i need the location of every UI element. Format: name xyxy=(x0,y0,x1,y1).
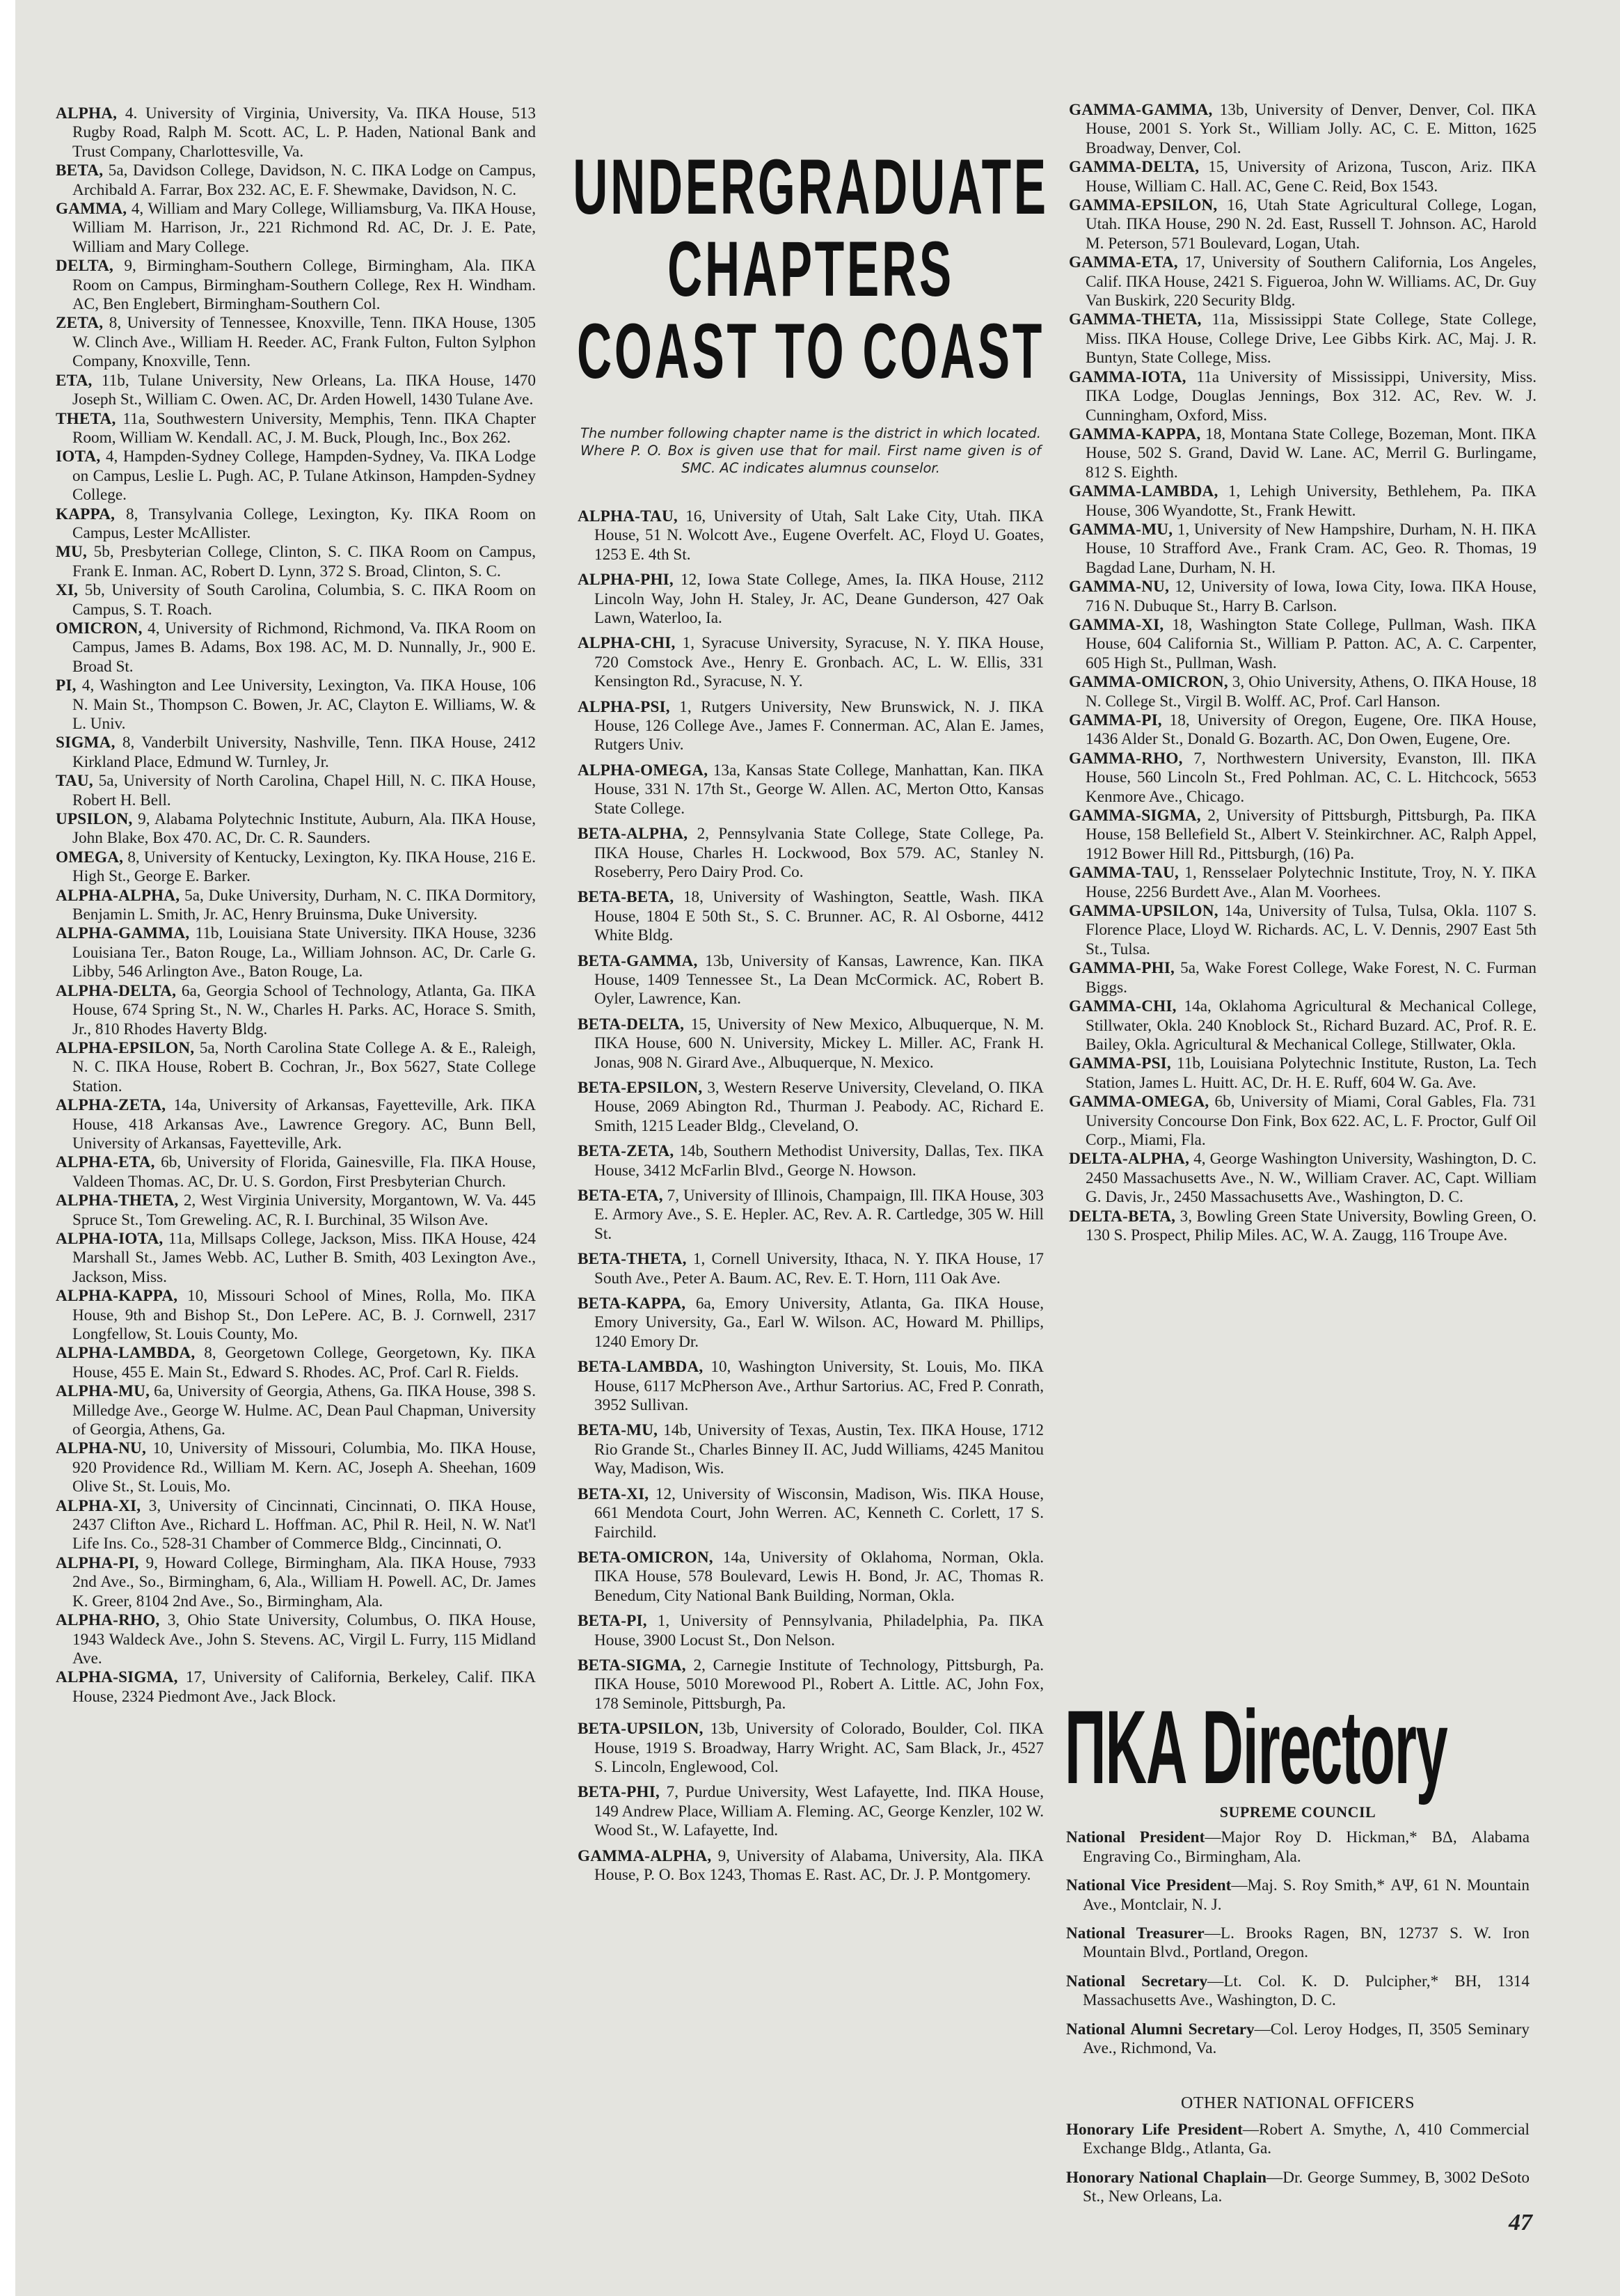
chapter-name: GAMMA-ALPHA, xyxy=(578,1846,712,1865)
chapter-details: 10, University of Missouri, Columbia, Mo. ΠΚΑ House, 920 Providence Rd., William M. Kern. AC, Joseph A. Sheehan, 1609 Olive St., St. Louis, Mo. xyxy=(72,1439,536,1496)
chapter-name: ALPHA-PHI, xyxy=(578,571,674,589)
chapter-entry xyxy=(578,825,1044,882)
chapter-details: 2, West Virginia University, Morgantown, W. Va. 445 Spruce St., Tom Greweling. AC, R. I. Burchinal, 35 Wilson Ave. xyxy=(72,1191,537,1229)
chapter-name: GAMMA-IOTA, xyxy=(1069,367,1186,386)
chapter-details: 5a, North Carolina State College A. & E., Raleigh, N. C. ΠΚΑ House, Robert B. Cochran, Jr., Box 5627, State College Station. xyxy=(72,1038,536,1095)
chapter-name: GAMMA-CHI, xyxy=(1069,997,1177,1016)
chapter-entry xyxy=(1069,101,1536,158)
chapter-name: TAU, xyxy=(56,772,93,791)
chapter-entry xyxy=(56,1668,536,1707)
officer-details: —Col. Leroy Hodges, Π, 3505 Seminary Ave., Richmond, Va. xyxy=(1083,2020,1530,2058)
chapter-name: PI, xyxy=(56,676,77,695)
officer-entry xyxy=(1066,1924,1530,1963)
other-officers-list xyxy=(1066,2121,1530,2207)
chapter-name: ALPHA-RHO, xyxy=(56,1611,160,1630)
chapter-details: 16, Utah State Agricultural College, Logan, Utah. ΠΚΑ House, 290 N. 2d. East, Russell T. Johnson. AC, Harold M. Peterson, 571 Boulevard, Logan, Utah. xyxy=(1086,196,1536,253)
page-number: 47 xyxy=(1509,2210,1532,2235)
chapter-entry xyxy=(56,848,536,887)
chapter-details: 3, Bowling Green State University, Bowling Green, O. 130 S. Prospect, Philip Miles. AC, W. A. Zaugg, 116 Troupe Ave. xyxy=(1086,1207,1536,1244)
chapter-details: 1, University of Pennsylvania, Philadelphia, Pa. ΠΚΑ House, 3900 Locust St., Don Nelson. xyxy=(594,1612,1044,1649)
headline-line-1: UNDERGRADUATE xyxy=(573,143,1049,230)
officer-details: —Dr. George Summey, Β, 3002 DeSoto St., New Orleans, La. xyxy=(1083,2168,1530,2206)
chapter-entry xyxy=(578,1720,1044,1777)
chapter-name: GAMMA, xyxy=(56,200,127,219)
chapter-name: GAMMA-PHI, xyxy=(1069,959,1175,978)
chapter-details: 13a, Kansas State College, Manhattan, Kan. ΠΚΑ House, 331 N. 17th St., George W. Allen. AC, Merton Otto, Kansas State College. xyxy=(594,761,1044,818)
chapter-name: ALPHA-PSI, xyxy=(578,697,670,716)
chapter-details: 1, University of New Hampshire, Durham, N. H. ΠΚΑ House, 10 Strafford Ave., Frank Cram. AC, Geo. R. Thomas, 19 Bagdad Lane, Durham, N. H. xyxy=(1086,520,1537,577)
chapter-name: OMICRON, xyxy=(56,619,143,638)
chapter-details: 4. University of Virginia, University, Va. ΠΚΑ House, 513 Rugby Road, Ralph M. Scott. AC, L. P. Haden, National Bank and Trust Company, Charlottesville, Va. xyxy=(72,104,536,161)
chapter-entry xyxy=(56,1287,536,1344)
chapter-details: 17, University of California, Berkeley, Calif. ΠΚΑ House, 2324 Piedmont Ave., Jack Block. xyxy=(72,1668,537,1706)
chapter-details: 18, University of Washington, Seattle, Wash. ΠΚΑ House, 1804 E 50th St., S. C. Brunner. AC, R. Al Osborne, 4412 White Bldg. xyxy=(594,888,1045,945)
chapter-entry xyxy=(56,1611,536,1668)
chapter-entry xyxy=(56,410,536,448)
chapter-name: BETA-DELTA, xyxy=(578,1015,685,1034)
chapter-entry xyxy=(578,1358,1044,1415)
chapter-details: 12, University of Iowa, Iowa City, Iowa. ΠΚΑ House, 716 N. Dubuque St., Harry B. Carlson. xyxy=(1086,578,1537,615)
chapter-details: 7, University of Illinois, Champaign, Ill. ΠΚΑ House, 303 E. Armory Ave., S. E. Hepler. AC, Rev. A. R. Cartledge, 305 W. Hill St. xyxy=(594,1187,1045,1243)
chapter-entry xyxy=(1069,1054,1536,1093)
headline-block xyxy=(573,143,1049,395)
chapter-details: 9, University of Alabama, University, Ala. ΠΚΑ House, P. O. Box 1243, Thomas E. Rast. AC, Dr. J. P. Montgomery. xyxy=(594,1846,1045,1884)
chapter-details: 8, University of Kentucky, Lexington, Ky. ΠΚΑ House, 216 E. High St., George E. Barker. xyxy=(72,848,537,886)
chapter-entry xyxy=(578,698,1044,755)
chapter-entry xyxy=(1069,578,1536,616)
chapter-details: 11b, Louisiana State University. ΠΚΑ House, 3236 Louisiana Ter., Baton Rouge, La., William Johnson. AC, Dr. Carle G. Libby, 546 Arlington Ave., Baton Rouge, La. xyxy=(72,924,537,981)
chapter-entry xyxy=(1069,750,1536,807)
chapter-name: BETA-ETA, xyxy=(578,1187,663,1205)
chapter-name: KAPPA, xyxy=(56,505,116,523)
officer-title: National Alumni Secretary xyxy=(1066,2020,1255,2038)
officer-title: Honorary Life President xyxy=(1066,2120,1243,2139)
chapter-entry xyxy=(578,952,1044,1009)
chapter-name: GAMMA-PI, xyxy=(1069,711,1162,729)
chapter-entry xyxy=(56,1153,536,1191)
chapter-entry xyxy=(56,676,536,734)
chapter-details: 9, Howard College, Birmingham, Ala. ΠΚΑ House, 7933 2nd Ave., So., Birmingham, 6, Ala., William H. Powell. AC, Dr. James K. Greer, 8104 2nd Ave., So., Birmingham, Ala. xyxy=(72,1553,537,1610)
chapter-name: XI, xyxy=(56,581,79,600)
chapter-details: 1, Rensselaer Polytechnic Institute, Troy, N. Y. ΠΚΑ House, 2256 Burdett Ave., Alan M. Voorhees. xyxy=(1086,864,1536,901)
other-officers-heading: OTHER NATIONAL OFFICERS xyxy=(1181,2094,1415,2113)
chapter-details: 5b, University of South Carolina, Columbia, S. C. ΠΚΑ Room on Campus, S. T. Roach. xyxy=(72,581,536,619)
officer-entry xyxy=(1066,2169,1530,2207)
chapter-details: 6a, Georgia School of Technology, Atlanta, Ga. ΠΚΑ House, 674 Spring St., N. W., Charles H. Parks. AC, Horace S. Smith, Jr., 810 Rhodes Haverty Bldg. xyxy=(72,981,536,1038)
chapter-name: ALPHA-ETA, xyxy=(56,1153,155,1172)
chapter-details: 6b, University of Florida, Gainesville, Fla. ΠΚΑ House, Valdeen Thomas. AC, Dr. U. S. Gordon, First Presbyterian Church. xyxy=(72,1153,537,1191)
chapter-name: BETA-ZETA, xyxy=(578,1142,674,1161)
chapter-details: 8, Transylvania College, Lexington, Ky. ΠΚΑ Room on Campus, Lester McAllister. xyxy=(72,505,537,542)
chapter-entry xyxy=(56,1039,536,1096)
chapter-details: 5a, Duke University, Durham, N. C. ΠΚΑ Dormitory, Benjamin L. Smith, Jr. AC, Henry Bruinsma, Duke University. xyxy=(72,886,537,924)
chapter-details: 6a, University of Georgia, Athens, Ga. ΠΚΑ House, 398 S. Milledge Ave., George W. Hulme. AC, Dean Paul Chapman, University of Georgia, Athens, Ga. xyxy=(72,1382,537,1439)
chapter-entry xyxy=(56,161,536,200)
directory-section xyxy=(1066,1803,1530,2217)
chapter-details: 2, Pennsylvania State College, State College, Pa. ΠΚΑ House, Charles H. Lockwood, Box 579. AC, Stanley N. Roseberry, Pero Dairy Prod. Co. xyxy=(594,825,1045,881)
chapter-entry xyxy=(578,1847,1044,1885)
chapter-name: GAMMA-UPSILON, xyxy=(1069,902,1218,921)
chapter-name: GAMMA-GAMMA, xyxy=(1069,101,1213,119)
chapter-details: 2, University of Pittsburgh, Pittsburgh, Pa. ΠΚΑ House, 158 Bellefield St., Albert V. Steinkirchner. AC, Ralph Appel, 1912 Bower Hill Rd., Pittsburgh, (16) Pa. xyxy=(1086,807,1536,863)
chapter-name: OMEGA, xyxy=(56,848,124,866)
chapter-details: 2, Carnegie Institute of Technology, Pittsburgh, Pa. ΠΚΑ House, 5010 Morewood Pl., Robert A. Little. AC, John Fox, 178 Seminole, Pittsburgh, Pa. xyxy=(594,1656,1045,1713)
chapter-name: BETA-SIGMA, xyxy=(578,1656,686,1675)
officer-title: National Vice President xyxy=(1066,1876,1232,1895)
headline-line-3: COAST TO COAST xyxy=(577,308,1045,395)
chapter-entry xyxy=(56,1382,536,1439)
chapter-name: ALPHA-NU, xyxy=(56,1439,146,1458)
chapter-entry xyxy=(1069,864,1536,902)
chapter-details: 7, Purdue University, West Lafayette, Ind. ΠΚΑ House, 149 Andrew Place, William A. Fleming. AC, George Kenzler, 102 W. Wood St., W. Lafayette, Ind. xyxy=(594,1783,1044,1840)
chapter-name: GAMMA-TAU, xyxy=(1069,864,1180,882)
officer-title: Honorary National Chaplain xyxy=(1066,2168,1267,2187)
chapter-name: BETA-KAPPA, xyxy=(578,1295,686,1313)
chapter-name: GAMMA-OMEGA, xyxy=(1069,1093,1209,1111)
chapter-entry xyxy=(578,634,1044,691)
chapter-name: GAMMA-KAPPA, xyxy=(1069,425,1201,443)
chapter-details: 10, Washington University, St. Louis, Mo. ΠΚΑ House, 6117 McPherson Ave., Arthur Sartorius. AC, Fred P. Conrath, 3952 Sullivan. xyxy=(594,1358,1044,1415)
chapter-entry xyxy=(56,1191,536,1230)
chapter-details: 14b, University of Texas, Austin, Tex. ΠΚΑ House, 1712 Rio Grande St., Charles Binney II. AC, Judd Williams, 4245 Manitou Way, Madison, Wis. xyxy=(594,1421,1045,1478)
chapter-name: ALPHA-TAU, xyxy=(578,507,678,525)
chapter-entry xyxy=(56,810,536,848)
chapter-entry xyxy=(578,1187,1044,1244)
chapter-name: BETA-OMICRON, xyxy=(578,1548,713,1567)
chapter-name: GAMMA-DELTA, xyxy=(1069,158,1200,177)
chapter-entry xyxy=(1069,1208,1536,1246)
chapter-name: GAMMA-OMICRON, xyxy=(1069,673,1228,692)
chapter-name: ETA, xyxy=(56,371,93,390)
chapter-entry xyxy=(56,619,536,676)
chapter-details: 16, University of Utah, Salt Lake City, Utah. ΠΚΑ House, 51 N. Wolcott Ave., Eugene Overfelt. AC, Floyd U. Goates, 1253 E. 4th St. xyxy=(594,507,1044,564)
chapter-details: 6a, Emory University, Atlanta, Ga. ΠΚΑ House, Emory University, Ga., Earl W. Wilson. AC, Howard M. Phillips, 1240 Emory Dr. xyxy=(594,1295,1044,1351)
chapter-details: 13b, University of Denver, Denver, Col. ΠΚΑ House, 2001 S. York St., William Jolly. AC, C. E. Mitton, 1625 Broadway, Denver, Col. xyxy=(1086,101,1537,157)
chapter-details: 14a, Oklahoma Agricultural & Mechanical College, Stillwater, Okla. 240 Knoblock St., Richard Buzard. AC, Prof. R. E. Bailey, Okla. Agricultural & Mechanical College, Stillwater, Okla. xyxy=(1086,997,1537,1054)
officer-details: —Maj. S. Roy Smith,* ΑΨ, 61 N. Mountain Ave., Montclair, N. J. xyxy=(1083,1876,1530,1914)
chapter-details: 4, George Washington University, Washington, D. C. 2450 Massachusetts Ave., N. W., William Craver. AC, Capt. William G. Davis, Jr., 2450 Massachusetts Ave., Washington, D. C. xyxy=(1086,1150,1536,1207)
chapter-name: MU, xyxy=(56,543,88,562)
chapter-name: ALPHA-XI, xyxy=(56,1496,141,1515)
chapters-column-middle xyxy=(573,132,1049,1891)
officer-title: National Treasurer xyxy=(1066,1924,1205,1943)
officer-entry xyxy=(1066,1828,1530,1867)
chapter-name: GAMMA-RHO, xyxy=(1069,749,1183,768)
chapter-details: 5a, University of North Carolina, Chapel Hill, N. C. ΠΚΑ House, Robert H. Bell. xyxy=(72,772,537,809)
chapter-name: ALPHA-SIGMA, xyxy=(56,1668,178,1687)
chapter-entry xyxy=(1069,521,1536,578)
chapter-entry xyxy=(578,1015,1044,1072)
chapter-name: GAMMA-EPSILON, xyxy=(1069,196,1218,215)
chapter-entry xyxy=(578,507,1044,564)
officer-title: National President xyxy=(1066,1828,1205,1847)
chapter-name: ALPHA-KAPPA, xyxy=(56,1287,178,1306)
chapter-name: BETA-ALPHA, xyxy=(578,825,688,844)
chapter-details: 5a, Davidson College, Davidson, N. C. ΠΚΑ Lodge on Campus, Archibald A. Farrar, Box 232. AC, E. F. Shewmake, Davidson, N. C. xyxy=(72,161,537,199)
chapter-details: 5b, Presbyterian College, Clinton, S. C. ΠΚΑ Room on Campus, Frank E. Inman. AC, Robert D. Lynn, 372 S. Broad, Clinton, S. C. xyxy=(72,543,536,580)
chapter-entry xyxy=(578,1485,1044,1542)
chapter-entry xyxy=(1069,902,1536,959)
chapter-name: GAMMA-THETA, xyxy=(1069,310,1202,329)
chapter-details: 5a, Wake Forest College, Wake Forest, N. C. Furman Biggs. xyxy=(1086,959,1537,997)
chapter-entry xyxy=(56,734,536,772)
chapter-name: BETA-XI, xyxy=(578,1485,649,1503)
chapter-name: BETA-THETA, xyxy=(578,1250,687,1269)
chapter-details: 7, Northwestern University, Evanston, Ill. ΠΚΑ House, 560 Lincoln St., Fred Pohlman. AC, C. L. Hitchcock, 5653 Kenmore Ave., Chicago. xyxy=(1086,749,1536,806)
chapter-details: 18, Washington State College, Pullman, Wash. ΠΚΑ House, 604 California St., William P. Patton. AC, A. C. Carpenter, 605 High St., Pullman, Wash. xyxy=(1086,615,1537,672)
chapter-entry xyxy=(1069,616,1536,673)
chapter-name: GAMMA-SIGMA, xyxy=(1069,807,1201,825)
chapter-name: BETA-PI, xyxy=(578,1612,647,1631)
chapter-details: 14b, Southern Methodist University, Dallas, Tex. ΠΚΑ House, 3412 McFarlin Blvd., George N. Howson. xyxy=(594,1142,1045,1180)
chapter-details: 15, University of New Mexico, Albuquerque, N. M. ΠΚΑ House, 600 N. University, Mickey L. Miller. AC, Frank H. Jonas, 908 N. Girard Ave., Albuquerque, N. Mexico. xyxy=(594,1015,1044,1072)
chapter-entry xyxy=(1069,673,1536,711)
chapter-details: 1, Lehigh University, Bethlehem, Pa. ΠΚΑ House, 306 Wyandotte, St., Frank Hewitt. xyxy=(1086,482,1536,520)
chapter-name: ALPHA-ZETA, xyxy=(56,1096,166,1115)
chapter-details: 4, Washington and Lee University, Lexington, Va. ΠΚΑ House, 106 N. Main St., Thompson C. Bowen, Jr. AC, Clayton E. Williams, W. & L. Univ. xyxy=(72,676,536,733)
chapter-name: BETA-UPSILON, xyxy=(578,1720,704,1739)
chapter-entry xyxy=(56,1344,536,1382)
chapter-entry xyxy=(56,772,536,810)
chapter-entry xyxy=(1069,196,1536,253)
chapter-entry xyxy=(1069,253,1536,310)
chapter-entry xyxy=(56,448,536,505)
chapter-entry xyxy=(578,1421,1044,1478)
chapter-details: 11a, Mississippi State College, State College, Miss. ΠΚΑ House, College Drive, Lee Gibbs Kirk. AC, Maj. J. R. Buntyn, State College, Miss. xyxy=(1086,310,1536,367)
chapter-entry xyxy=(1069,368,1536,425)
chapter-name: UPSILON, xyxy=(56,810,133,829)
chapter-entry xyxy=(1069,1150,1536,1207)
chapter-details: 13b, University of Kansas, Lawrence, Kan. ΠΚΑ House, 1409 Tennessee St., La Dean McCormick. AC, Robert B. Oyler, Lawrence, Kan. xyxy=(594,951,1045,1008)
chapter-details: 3, University of Cincinnati, Cincinnati, O. ΠΚΑ House, 2437 Clifton Ave., Richard L. Hoffman. AC, Phil R. Heil, N. W. Nat'l Life Ins. Co., 528-31 Chamber of Commerce Bldg., Cincinnati, O. xyxy=(72,1496,537,1553)
chapter-name: ALPHA, xyxy=(56,104,118,122)
chapter-name: ZETA, xyxy=(56,314,104,333)
officer-entry xyxy=(1066,2020,1530,2059)
officer-title: National Secretary xyxy=(1066,1972,1208,1990)
chapter-name: GAMMA-PSI, xyxy=(1069,1054,1171,1073)
chapter-name: DELTA, xyxy=(56,257,114,276)
chapter-details: 13b, University of Colorado, Boulder, Col. ΠΚΑ House, 1919 S. Broadway, Harry Wright. AC, Sam Black, Jr., 4527 S. Lincoln, Englewood, Col. xyxy=(594,1720,1045,1776)
chapter-name: THETA, xyxy=(56,409,116,428)
chapter-details: 1, Rutgers University, New Brunswick, N. J. ΠΚΑ House, 126 College Ave., James F. Connerman. AC, Alan E. James, Rutgers Univ. xyxy=(594,697,1044,754)
chapter-entry xyxy=(56,257,536,314)
chapter-details: 8, Vanderbilt University, Nashville, Tenn. ΠΚΑ House, 2412 Kirkland Place, Edmund W. Turnley, Jr. xyxy=(72,734,536,771)
chapter-entry xyxy=(56,1497,536,1554)
chapter-details: 17, University of Southern California, Los Angeles, Calif. ΠΚΑ House, 2421 S. Figueroa, John W. Williams. AC, Dr. Guy Van Buskirk, 220 Security Bldg. xyxy=(1086,253,1536,310)
officer-details: —Major Roy D. Hickman,* ΒΔ, Alabama Engraving Co., Birmingham, Ala. xyxy=(1083,1828,1530,1866)
chapter-name: BETA, xyxy=(56,161,104,180)
chapter-entry xyxy=(1069,1093,1536,1150)
chapter-name: ALPHA-DELTA, xyxy=(56,981,177,1000)
explanatory-note: The number following chapter name is the district in which located. Where P. O. Box is given use that for mail. First name given is of SMC. AC indicates alumnus counselor. xyxy=(580,425,1041,476)
chapter-details: 11a, Millsaps College, Jackson, Miss. ΠΚΑ House, 424 Marshall St., James Webb. AC, Luther B. Smith, 403 Lexington Ave., Jackson, Miss. xyxy=(72,1229,537,1286)
chapter-entry xyxy=(56,887,536,925)
chapter-entry xyxy=(1069,482,1536,521)
chapter-name: BETA-LAMBDA, xyxy=(578,1358,704,1377)
chapter-entry xyxy=(1069,310,1536,367)
chapter-name: BETA-EPSILON, xyxy=(578,1078,703,1097)
chapter-details: 12, Iowa State College, Ames, Ia. ΠΚΑ House, 2112 Lincoln Way, John H. Staley, Jr. AC, Deane Gunderson, 427 Oak Lawn, Waterloo, Ia. xyxy=(594,571,1044,628)
chapter-name: ALPHA-OMEGA, xyxy=(578,761,708,779)
chapter-details: 11a University of Mississippi, University, Miss. ΠΚΑ Lodge, Douglas Jennings, Box 312. AC, Rev. W. J. Cunningham, Oxford, Miss. xyxy=(1086,367,1537,425)
chapter-details: 10, Missouri School of Mines, Rolla, Mo. ΠΚΑ House, 9th and Bishop St., Don LePere. AC, B. J. Cornwell, 2317 Longfellow, St. Louis County, Mo. xyxy=(72,1287,537,1343)
officer-details: —Robert A. Smythe, Λ, 410 Commercial Exchange Bldg., Atlanta, Ga. xyxy=(1083,2120,1530,2158)
chapter-details: 9, Alabama Polytechnic Institute, Auburn, Ala. ΠΚΑ House, John Blake, Box 470. AC, Dr. C. R. Saunders. xyxy=(72,810,537,848)
chapter-name: BETA-MU, xyxy=(578,1421,658,1440)
headline-line-2: CHAPTERS xyxy=(667,225,954,312)
chapter-entry xyxy=(578,1079,1044,1136)
chapter-entry xyxy=(1069,959,1536,997)
chapter-details: 3, Ohio State University, Columbus, O. ΠΚΑ House, 1943 Waldeck Ave., John S. Stevens. AC, Virgil L. Furry, 115 Midland Ave. xyxy=(72,1611,536,1668)
chapter-name: GAMMA-MU, xyxy=(1069,520,1173,539)
supreme-council-list xyxy=(1066,1828,1530,2058)
officer-details: —Lt. Col. K. D. Pulcipher,* ΒΗ, 1314 Massachusetts Ave., Washington, D. C. xyxy=(1083,1972,1530,2010)
chapter-details: 11a, Southwestern University, Memphis, Tenn. ΠΚΑ Chapter Room, William W. Kendall. AC, J. M. Buck, Plough, Inc., Box 262. xyxy=(72,409,536,447)
chapter-name: DELTA-ALPHA, xyxy=(1069,1150,1190,1169)
officer-entry xyxy=(1066,1972,1530,2011)
chapter-name: SIGMA, xyxy=(56,734,116,752)
chapter-details: 3, Western Reserve University, Cleveland, O. ΠΚΑ House, 2069 Abington Rd., Thurman J. Peabody. AC, Richard E. Smith, 1215 Leader Bldg., Cleveland, O. xyxy=(594,1078,1045,1135)
chapter-entry xyxy=(56,1554,536,1611)
chapter-details: 3, Ohio University, Athens, O. ΠΚΑ House, 18 N. College St., Virgil B. Wolff. AC, Prof. Carl Hanson. xyxy=(1086,673,1537,711)
chapter-name: DELTA-BETA, xyxy=(1069,1207,1176,1226)
chapter-name: BETA-PHI, xyxy=(578,1783,660,1802)
chapter-name: ALPHA-CHI, xyxy=(578,634,676,653)
chapter-name: GAMMA-LAMBDA, xyxy=(1069,482,1218,501)
chapter-details: 11b, Tulane University, New Orleans, La. ΠΚΑ House, 1470 Joseph St., William C. Owen. AC, Dr. Arden Howell, 1430 Tulane Ave. xyxy=(72,371,536,409)
chapter-entry xyxy=(56,200,536,257)
chapter-details: 18, Montana State College, Bozeman, Mont. ΠΚΑ House, 502 S. Grand, David W. Lane. AC, Merril G. Burlingame, 812 S. Eighth. xyxy=(1086,425,1536,482)
chapter-details: 12, University of Wisconsin, Madison, Wis. ΠΚΑ House, 661 Mendota Court, John Werren. AC, Kenneth C. Corlett, 17 S. Fairchild. xyxy=(594,1485,1044,1542)
chapter-entry xyxy=(578,761,1044,818)
officer-entry xyxy=(1066,2121,1530,2159)
chapter-entry xyxy=(578,1783,1044,1840)
chapters-column-left xyxy=(56,104,536,1707)
chapter-entry xyxy=(578,1142,1044,1180)
chapter-entry xyxy=(1069,711,1536,750)
chapter-details: 8, University of Tennessee, Knoxville, Tenn. ΠΚΑ House, 1305 W. Clinch Ave., William H. Reeder. AC, Frank Fulton, Fulton Sylphon Company, Knoxville, Tenn. xyxy=(72,314,537,371)
chapter-entry xyxy=(578,1250,1044,1288)
chapter-entry xyxy=(56,581,536,619)
chapter-entry xyxy=(56,1439,536,1496)
chapter-details: 4, William and Mary College, Williamsburg, Va. ΠΚΑ House, William M. Harrison, Jr., 221 Richmond Rd. AC, Dr. J. E. Pate, William and Mary College. xyxy=(72,200,537,256)
chapter-name: ALPHA-IOTA, xyxy=(56,1229,164,1248)
chapter-entry xyxy=(56,505,536,544)
chapter-details: 9, Birmingham-Southern College, Birmingham, Ala. ΠΚΑ Room on Campus, Birmingham-Southern College, Rex H. Windham. AC, Ben Englebert, Birmingham-Southern Col. xyxy=(72,257,536,314)
chapter-details: 14a, University of Tulsa, Tulsa, Okla. 1107 S. Florence Place, Lloyd W. Richards. AC, L. V. Dennis, 2907 East 5th St., Tulsa. xyxy=(1086,902,1536,958)
chapter-name: ALPHA-MU, xyxy=(56,1382,150,1401)
chapter-name: GAMMA-NU, xyxy=(1069,578,1170,596)
chapter-entry xyxy=(56,924,536,981)
chapter-entry xyxy=(56,372,536,410)
chapter-entry xyxy=(56,1230,536,1287)
chapter-name: GAMMA-XI, xyxy=(1069,615,1164,634)
chapter-name: IOTA, xyxy=(56,448,101,466)
chapter-entry xyxy=(56,104,536,161)
chapter-entry xyxy=(56,982,536,1039)
chapter-entry xyxy=(578,888,1044,945)
chapter-name: ALPHA-THETA, xyxy=(56,1191,179,1210)
chapter-name: ALPHA-LAMBDA, xyxy=(56,1344,196,1363)
chapter-entry xyxy=(578,1549,1044,1606)
officer-details: —L. Brooks Ragen, ΒΝ, 12737 S. W. Iron Mountain Blvd., Portland, Oregon. xyxy=(1083,1924,1530,1962)
chapter-entry xyxy=(578,1656,1044,1713)
chapter-details: 6b, University of Miami, Coral Gables, Fla. 731 University Concourse Don Fink, Box 622. AC, L. F. Proctor, Gulf Oil Corp., Miami, Fla. xyxy=(1086,1093,1536,1149)
chapter-name: ALPHA-GAMMA, xyxy=(56,924,190,943)
chapter-details: 1, Syracuse University, Syracuse, N. Y. ΠΚΑ House, 720 Comstock Ave., Henry E. Gronbach. AC, L. W. Ellis, 331 Kensington Rd., Syracuse, N. Y. xyxy=(594,634,1044,691)
chapter-entry xyxy=(1069,158,1536,196)
supreme-council-heading: SUPREME COUNCIL xyxy=(1219,1803,1376,1821)
chapter-name: GAMMA-ETA, xyxy=(1069,253,1178,272)
chapter-entry xyxy=(1069,997,1536,1054)
chapter-details: 14a, University of Oklahoma, Norman, Okla. ΠΚΑ House, 578 Boulevard, Lewis H. Bond, Jr. AC, Thomas R. Benedum, City National Bank Building, Norman, Okla. xyxy=(594,1548,1044,1605)
chapter-entry xyxy=(56,543,536,581)
chapter-name: ALPHA-ALPHA, xyxy=(56,886,180,905)
chapter-name: BETA-BETA, xyxy=(578,888,674,907)
chapter-details: 1, Cornell University, Ithaca, N. Y. ΠΚΑ House, 17 South Ave., Peter A. Baum. AC, Rev. E. T. Horn, 111 Oak Ave. xyxy=(594,1250,1045,1288)
chapters-column-right xyxy=(1069,101,1536,1245)
page-headline xyxy=(573,143,1049,395)
chapter-name: BETA-GAMMA, xyxy=(578,951,698,970)
chapter-name: ALPHA-EPSILON, xyxy=(56,1038,195,1057)
chapter-entry xyxy=(578,1295,1044,1352)
chapter-details: 4, Hampden-Sydney College, Hampden-Sydney, Va. ΠΚΑ Lodge on Campus, Leslie L. Pugh. AC, P. Tulane Atkinson, Hampden-Sydney College. xyxy=(72,448,536,505)
chapter-details: 11b, Louisiana Polytechnic Institute, Ruston, La. Tech Station, James L. Huitt. AC, Dr. H. E. Ruff, 604 W. Ga. Ave. xyxy=(1086,1054,1537,1092)
chapter-details: 15, University of Arizona, Tuscon, Ariz. ΠΚΑ House, William C. Hall. AC, Gene C. Reid, Box 1543. xyxy=(1086,158,1536,196)
chapter-name: ALPHA-PI, xyxy=(56,1553,139,1572)
officer-entry xyxy=(1066,1876,1530,1915)
chapter-details: 4, University of Richmond, Richmond, Va. ΠΚΑ Room on Campus, James B. Adams, Box 198. AC, M. D. Nunnally, Jr., 900 E. Broad St. xyxy=(72,619,537,676)
directory-title: ΠΚΑ Directory xyxy=(1065,1688,1447,1805)
chapters-list-middle xyxy=(578,507,1044,1885)
chapter-entry xyxy=(56,314,536,371)
chapter-details: 18, University of Oregon, Eugene, Ore. ΠΚΑ House, 1436 Alder St., Donald G. Bozarth. AC, Don Owen, Eugene, Ore. xyxy=(1086,711,1537,749)
chapter-entry xyxy=(1069,807,1536,864)
chapter-details: 8, Georgetown College, Georgetown, Ky. ΠΚΑ House, 455 E. Main St., Edward S. Rhodes. AC, Prof. Carl R. Fields. xyxy=(72,1344,537,1381)
chapter-entry xyxy=(578,1612,1044,1650)
chapter-entry xyxy=(578,571,1044,628)
chapter-entry xyxy=(1069,425,1536,482)
chapter-entry xyxy=(56,1096,536,1153)
chapter-details: 14a, University of Arkansas, Fayetteville, Ark. ΠΚΑ House, 418 Arkansas Ave., Lawrence Gregory. AC, Bunn Bell, University of Arkansas, Fayetteville, Ark. xyxy=(72,1096,537,1153)
